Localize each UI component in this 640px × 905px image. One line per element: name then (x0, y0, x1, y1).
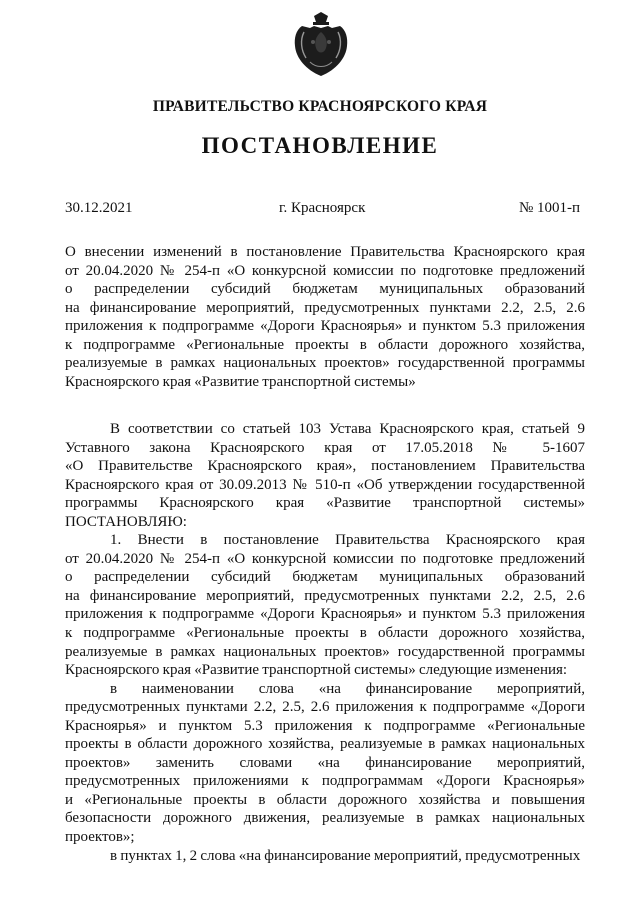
body-line: в наименовании слова «на финансирование мероприятий, (110, 680, 585, 697)
document-number: № 1001-п (519, 200, 581, 216)
coat-of-arms-icon (292, 12, 350, 78)
title-line: Красноярского края «Развитие транспортной системы» (65, 373, 416, 390)
body-line: на финансирование мероприятий, предусмотренных пунктами 2.2, 2.5, 2.6 (65, 587, 585, 604)
body-line: в пунктах 1, 2 слова «на финансирование мероприятий, предусмотренных (110, 847, 581, 864)
document-type: ПОСТАНОВЛЕНИЕ (201, 133, 439, 158)
body-line: Уставного закона Красноярского края от 17.05.2018 № 5-1607 (65, 439, 585, 456)
title-line: на финансирование мероприятий, предусмотренных пунктами 2.2, 2.5, 2.6 (65, 299, 585, 316)
document-city: г. Красноярск (279, 200, 366, 216)
government-name: ПРАВИТЕЛЬСТВО КРАСНОЯРСКОГО КРАЯ (152, 98, 488, 115)
body-line: от 20.04.2020 № 254-п «О конкурсной комиссии по подготовке предложений (65, 550, 585, 567)
document-date: 30.12.2021 (65, 200, 133, 216)
body-line: «О Правительстве Красноярского края», постановлением Правительства (65, 458, 585, 475)
body-line: предусмотренных приложениями к подпрограммам «Дороги Красноярья» (65, 773, 585, 790)
body-line: и «Региональные проекты в области дорожного хозяйства и повышения (65, 791, 585, 808)
document-body (65, 420, 585, 865)
body-line: проектов» заменить словами «на финансирование мероприятий, (65, 754, 585, 771)
title-line: реализуемые в рамках национальных проектов» государственной программы (65, 355, 585, 372)
body-line: ПОСТАНОВЛЯЮ: (65, 513, 187, 530)
body-line: Красноярского края «Развитие транспортной системы» следующие изменения: (65, 662, 568, 679)
title-line: к подпрограмме «Региональные проекты в области дорожного хозяйства, (65, 336, 585, 353)
body-line: безопасности дорожного движения, реализуемые в рамках национальных (65, 810, 585, 827)
title-line: от 20.04.2020 № 254-п «О конкурсной комиссии по подготовке предложений (65, 262, 585, 279)
body-line: о распределении субсидий бюджетам муниципальных образований (65, 569, 585, 586)
body-line: проекты в области дорожного хозяйства, реализуемые в рамках национальных (65, 736, 585, 753)
body-line: программы Красноярского края «Развитие транспортной системы» (65, 495, 585, 512)
document-title (65, 243, 585, 391)
body-line: приложения к подпрограмме «Дороги Красноярья» и пунктом 5.3 приложения (65, 606, 585, 623)
title-line: О внесении изменений в постановление Правительства Красноярского края (65, 244, 585, 260)
title-line: приложения к подпрограмме «Дороги Красноярья» и пунктом 5.3 приложения (65, 318, 585, 335)
body-line: 1. Внести в постановление Правительства Красноярского края (110, 532, 585, 549)
body-line: к подпрограмме «Региональные проекты в области дорожного хозяйства, (65, 625, 585, 642)
body-line: проектов»; (65, 829, 135, 846)
body-line: Красноярья» и пунктом 5.3 приложения к подпрограмме «Региональные (65, 717, 585, 734)
body-line: Красноярского края от 30.09.2013 № 510-п «Об утверждении государственной (65, 476, 585, 493)
body-line: реализуемые в рамках национальных проектов» государственной программы (65, 643, 585, 660)
body-line: В соответствии со статьей 103 Устава Красноярского края, статьей 9 (110, 421, 585, 437)
title-line: о распределении субсидий бюджетам муниципальных образований (65, 281, 585, 298)
body-line: предусмотренных пунктами 2.2, 2.5, 2.6 приложения к подпрограмме «Дороги (65, 699, 585, 716)
